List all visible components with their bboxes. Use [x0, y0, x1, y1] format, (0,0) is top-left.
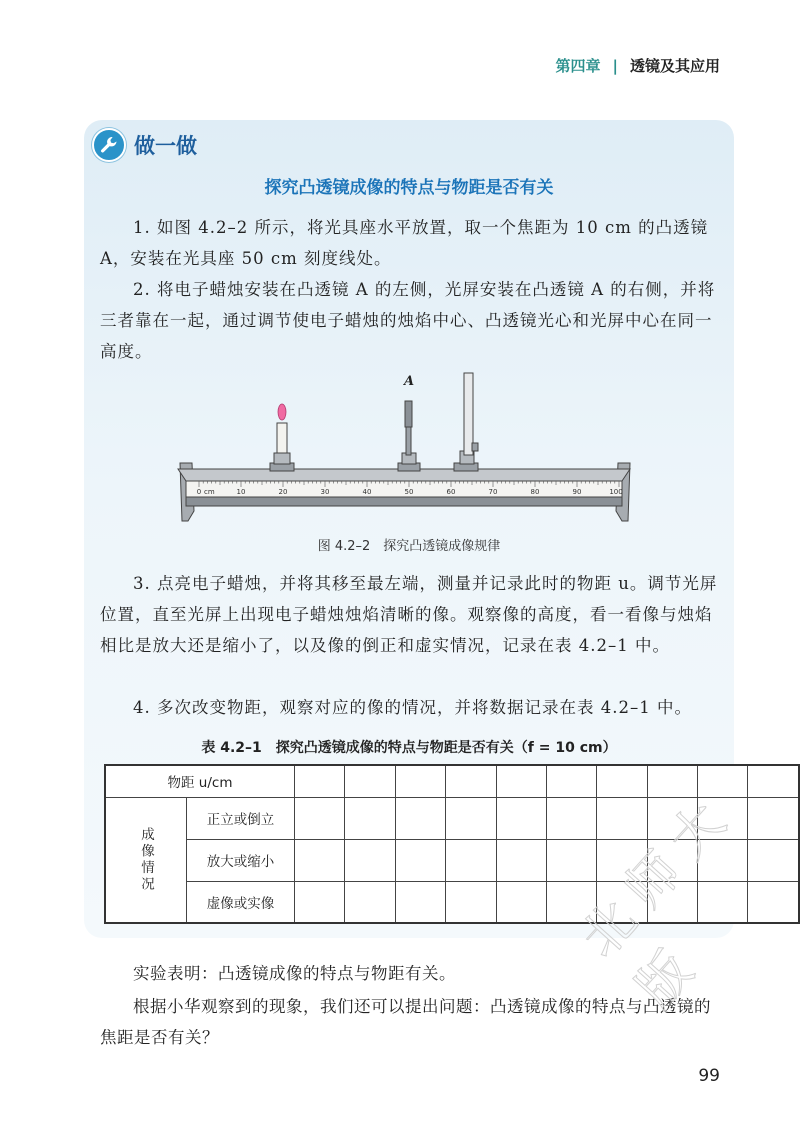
- ruler-label-70: 70: [488, 488, 498, 496]
- table-cell: [496, 797, 546, 839]
- lens-holder: [398, 401, 420, 471]
- activity-title: 探究凸透镜成像的特点与物距是否有关: [264, 178, 554, 198]
- badge-label: 做一做: [134, 134, 197, 158]
- ruler-label-0: 0: [196, 488, 202, 496]
- row-label: 放大或缩小: [187, 839, 295, 881]
- ruler-label-80: 80: [530, 488, 540, 496]
- distance-header: 物距 u/cm: [105, 765, 294, 797]
- table-cell: [546, 797, 596, 839]
- candle-flame: [278, 404, 286, 420]
- ruler-label-30: 30: [320, 488, 330, 496]
- table-cell: [294, 839, 344, 881]
- table-cell: [546, 839, 596, 881]
- page-header: [555, 55, 720, 76]
- ruler-unit: cm: [204, 488, 215, 496]
- table-cell: [446, 881, 496, 923]
- rail-bottom: [186, 497, 622, 506]
- table-cell: [345, 881, 395, 923]
- header-separator: |: [612, 57, 618, 75]
- ruler-label-90: 90: [572, 488, 582, 496]
- table-cell: [395, 881, 445, 923]
- step-1: 1. 如图 4.2–2 所示，将光具座水平放置，取一个焦距为 10 cm 的凸透镜 A，安装在光具座 50 cm 刻度线处。: [100, 218, 709, 268]
- table-cell: [446, 797, 496, 839]
- row-label: 虚像或实像: [187, 881, 295, 923]
- group-header-cell: [105, 797, 187, 923]
- ruler-label-50: 50: [404, 488, 414, 496]
- activity-badge: [92, 128, 197, 162]
- table-cell: [496, 765, 546, 797]
- page-number: 99: [698, 1066, 720, 1086]
- table-cell: [294, 765, 344, 797]
- convex-lens: [405, 401, 412, 427]
- chapter-label: 第四章: [555, 57, 601, 75]
- optical-bench-figure: [170, 365, 640, 529]
- wrench-icon: [92, 128, 126, 162]
- screen-holder: [454, 373, 478, 471]
- publisher-watermark: 北师大版: [569, 781, 747, 1020]
- step-4: 4. 多次改变物距，观察对应的像的情况，并将数据记录在表 4.2–1 中。: [133, 698, 692, 717]
- table-cell: [496, 839, 546, 881]
- imaging-group-label: 成像情况: [138, 826, 154, 893]
- table-cell: [395, 797, 445, 839]
- step-2: 2. 将电子蜡烛安装在凸透镜 A 的左侧，光屏安装在凸透镜 A 的右侧，并将三者靠在一起，通过调节使电子蜡烛的烛焰中心、凸透镜光心和光屏中心在同一高度。: [100, 280, 716, 361]
- ruler-label-40: 40: [362, 488, 372, 496]
- table-cell: [446, 839, 496, 881]
- candle-holder: [270, 404, 294, 471]
- table-cell: [395, 765, 445, 797]
- ruler-label-100: 100: [609, 488, 623, 496]
- table-cell: [294, 881, 344, 923]
- lens-label: A: [403, 374, 415, 389]
- table-cell: [345, 797, 395, 839]
- question-text: 根据小华观察到的现象，我们还可以提出问题：凸透镜成像的特点与凸透镜的焦距是否有关？: [100, 997, 711, 1047]
- figure-caption: 图 4.2–2 探究凸透镜成像规律: [317, 539, 501, 554]
- ruler-label-60: 60: [446, 488, 456, 496]
- table-cell: [345, 765, 395, 797]
- row-label: 正立或倒立: [187, 797, 295, 839]
- table-cell: [395, 839, 445, 881]
- table-cell: [597, 765, 647, 797]
- table-cell: [446, 765, 496, 797]
- table-title: 表 4.2–1 探究凸透镜成像的特点与物距是否有关（f = 10 cm）: [201, 740, 617, 756]
- table-cell: [496, 881, 546, 923]
- ruler-label-20: 20: [278, 488, 288, 496]
- table-cell: [294, 797, 344, 839]
- ruler-label-10: 10: [236, 488, 246, 496]
- step-3: 3. 点亮电子蜡烛，并将其移至最左端，测量并记录此时的物距 u。调节光屏位置，直至光屏上出现电子蜡烛烛焰清晰的像。观察像的高度，看一看像与烛焰相比是放大还是缩小了，以及像的倒正和虚实情况，记录在表 4.2–1 中。: [100, 574, 718, 655]
- conclusion-text: 实验表明：凸透镜成像的特点与物距有关。: [133, 964, 456, 983]
- table-cell: [546, 765, 596, 797]
- section-label: 透镜及其应用: [629, 57, 720, 75]
- table-cell: [345, 839, 395, 881]
- electronic-candle: [277, 423, 287, 453]
